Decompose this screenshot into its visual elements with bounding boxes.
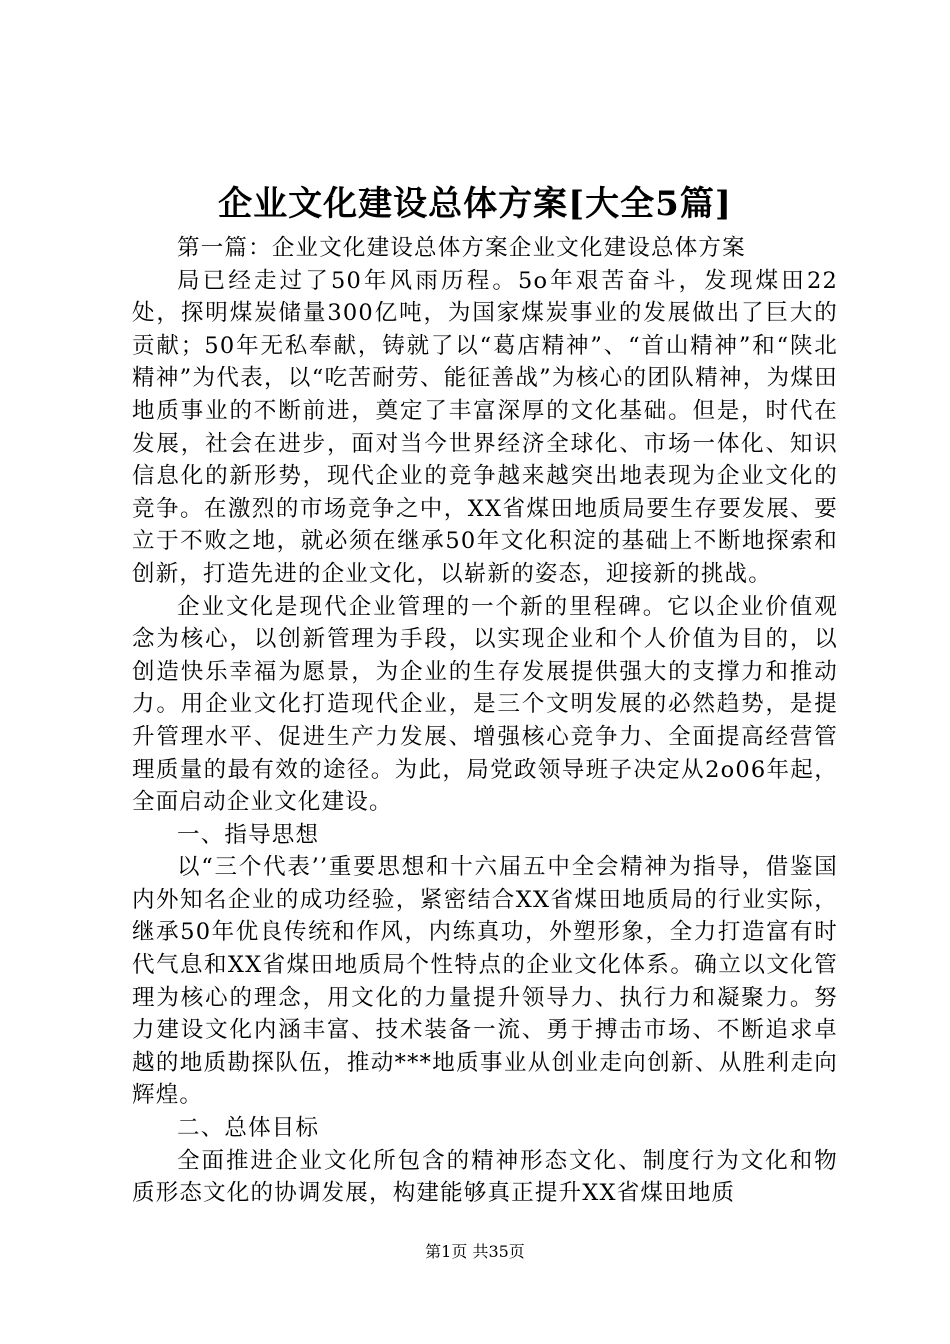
section-heading-overall-goals: 二、总体目标 xyxy=(177,1115,320,1142)
paragraph: 企业文化是现代企业管理的一个新的里程碑。它以企业价值观念为核心，以创新管理为手段，以实现企业和个人价值为目的，以创造快乐幸福为愿景，为企业的生存发展提供强大的支撑力和推动力。用企业文化打造现代企业，是三个文明发展的必然趋势，是提升管理水平、促进生产力发展、增强核心竞争力、全面提高经营管理质量的最有效的途径。为此，局党政领导班子决定从2o06年起，全面启动企业文化建设。 xyxy=(132,593,838,816)
section-heading-part-one: 第一篇：企业文化建设总体方案企业文化建设总体方案 xyxy=(177,235,746,261)
document-body xyxy=(132,232,838,1210)
paragraph: 全面推进企业文化所包含的精神形态文化、制度行为文化和物质形态文化的协调发展，构建能够真正提升XX省煤田地质 xyxy=(132,1147,838,1207)
page-footer: 第1页 共35页 xyxy=(425,1242,525,1261)
paragraph: 以“三个代表’’重要思想和十六届五中全会精神为指导，借鉴国内外知名企业的成功经验，紧密结合XX省煤田地质局的行业实际，继承50年优良传统和作风，内练真功，外塑形象，全力打造富有时代气息和XX省煤田地质局个性特点的企业文化体系。确立以文化管理为核心的理念，用文化的力量提升领导力、执行力和凝聚力。努力建设文化内涵丰富、技术装备一流、勇于搏击市场、不断追求卓越的地质勘探队伍，推动***地质事业从创业走向创新、从胜利走向辉煌。 xyxy=(132,854,838,1109)
section-heading-guiding-ideology: 一、指导思想 xyxy=(177,821,320,848)
paragraph: 局已经走过了50年风雨历程。5o年艰苦奋斗，发现煤田22处，探明煤炭储量300亿吨，为国家煤炭事业的发展做出了巨大的贡献；50年无私奉献，铸就了以“葛店精神”、“首山精神”和“陕北精神”为代表，以“吃苦耐劳、能征善战”为核心的团队精神，为煤田地质事业的不断前进，奠定了丰富深厚的文化基础。但是，时代在发展，社会在进步，面对当今世界经济全球化、市场一体化、知识信息化的新形势，现代企业的竞争越来越突出地表现为企业文化的竞争。在激烈的市场竞争之中，XX省煤田地质局要生存要发展、要立于不败之地，就必须在继承50年文化积淀的基础上不断地探索和创新，打造先进的企业文化，以崭新的姿态，迎接新的挑战。 xyxy=(132,267,838,587)
document-title: 企业文化建设总体方案[大全5篇] xyxy=(218,184,732,224)
